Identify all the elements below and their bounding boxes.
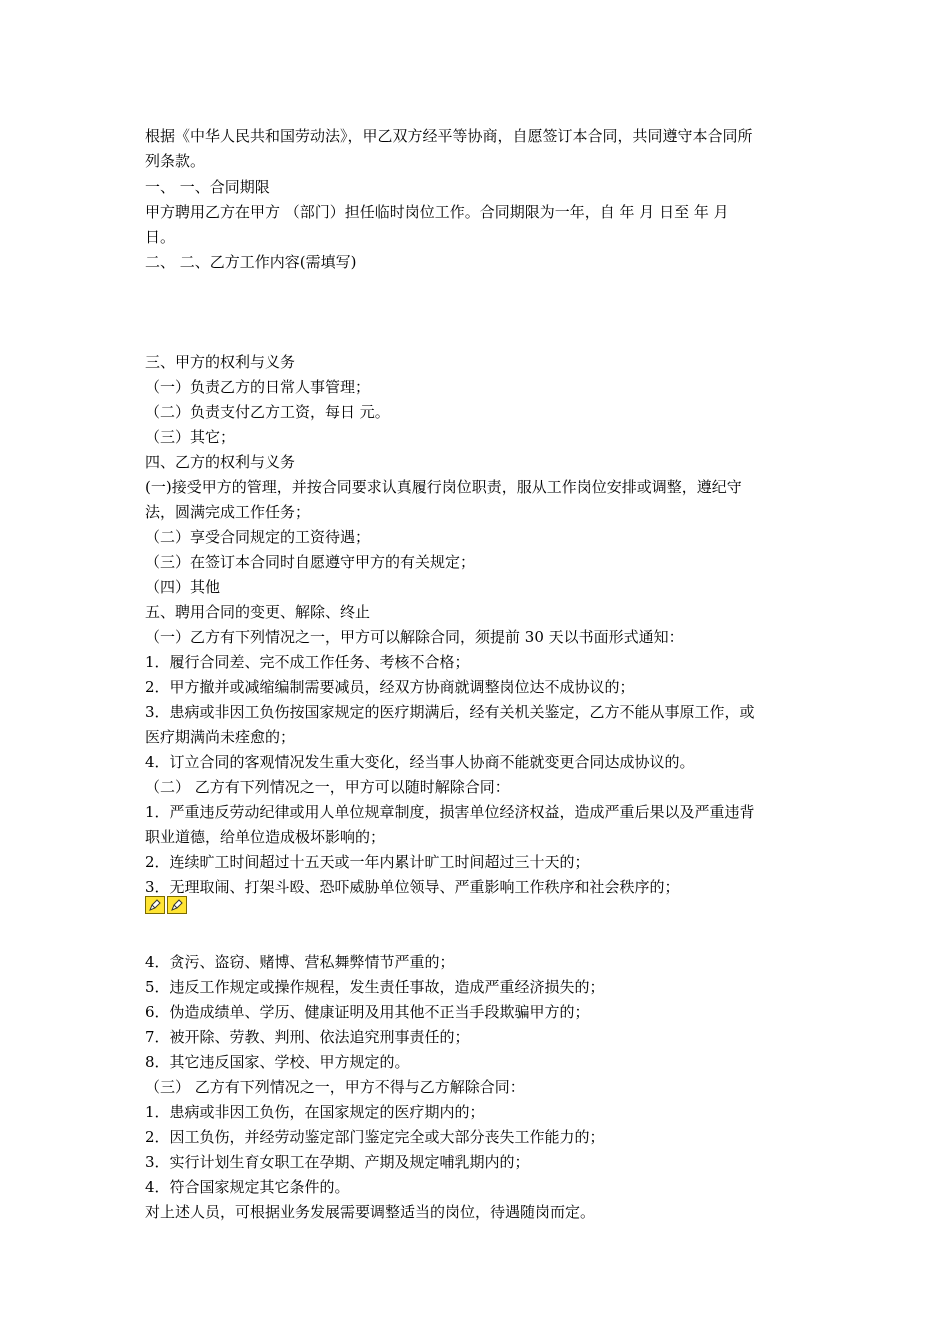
pen-icon[interactable] bbox=[167, 896, 187, 914]
text-line: 列条款。 bbox=[145, 152, 206, 170]
text-line: （一）乙方有下列情况之一，甲方可以解除合同，须提前 30 天以书面形式通知： bbox=[145, 628, 684, 646]
text-line: 3．无理取闹、打架斗殴、恐吓威胁单位领导、严重影响工作秩序和社会秩序的； bbox=[145, 878, 680, 896]
text-line: 8．其它违反国家、学校、甲方规定的。 bbox=[145, 1053, 410, 1071]
text-line: （一）负责乙方的日常人事管理； bbox=[145, 378, 371, 396]
text-line: 7．被开除、劳教、判刑、依法追究刑事责任的； bbox=[145, 1028, 470, 1046]
text-line: 3．患病或非因工负伤按国家规定的医疗期满后，经有关机关鉴定，乙方不能从事原工作，或 bbox=[145, 703, 755, 721]
section-heading: 一、 一、合同期限 bbox=[145, 178, 270, 196]
text-line: 法，圆满完成工作任务； bbox=[145, 503, 311, 521]
text-line: 4．订立合同的客观情况发生重大变化，经当事人协商不能就变更合同达成协议的。 bbox=[145, 753, 695, 771]
pen-icon[interactable] bbox=[145, 896, 165, 914]
text-line: 对上述人员，可根据业务发展需要调整适当的岗位，待遇随岗而定。 bbox=[145, 1203, 596, 1221]
text-line: （二）负责支付乙方工资，每日 元。 bbox=[145, 403, 390, 421]
text-line: 5．违反工作规定或操作规程，发生责任事故，造成严重经济损失的； bbox=[145, 978, 605, 996]
text-line: 1．严重违反劳动纪律或用人单位规章制度，损害单位经济权益，造成严重后果以及严重违背 bbox=[145, 803, 755, 821]
text-line: （三）在签订本合同时自愿遵守甲方的有关规定； bbox=[145, 553, 476, 571]
section-heading: 五、聘用合同的变更、解除、终止 bbox=[145, 603, 371, 621]
text-line: 1．患病或非因工负伤，在国家规定的医疗期内的； bbox=[145, 1103, 485, 1121]
text-line: 职业道德，给单位造成极坏影响的； bbox=[145, 828, 386, 846]
text-line: 6．伪造成绩单、学历、健康证明及用其他不正当手段欺骗甲方的； bbox=[145, 1003, 590, 1021]
text-line: 1．履行合同差、完不成工作任务、考核不合格； bbox=[145, 653, 470, 671]
text-line: 日。 bbox=[145, 228, 176, 246]
text-line: （三）其它； bbox=[145, 428, 236, 446]
text-line: 4．贪污、盗窃、赌博、营私舞弊情节严重的； bbox=[145, 953, 455, 971]
text-line: 2．甲方撤并或减缩编制需要减员，经双方协商就调整岗位达不成协议的； bbox=[145, 678, 635, 696]
embedded-objects bbox=[145, 896, 187, 914]
text-line: 4．符合国家规定其它条件的。 bbox=[145, 1178, 350, 1196]
text-line: 2．连续旷工时间超过十五天或一年内累计旷工时间超过三十天的； bbox=[145, 853, 590, 871]
text-line: 医疗期满尚未痊愈的； bbox=[145, 728, 296, 746]
section-heading: 四、乙方的权利与义务 bbox=[145, 453, 296, 471]
text-line: （四）其他 bbox=[145, 578, 221, 596]
text-line: 2．因工负伤，并经劳动鉴定部门鉴定完全或大部分丧失工作能力的； bbox=[145, 1128, 605, 1146]
text-line: 甲方聘用乙方在甲方 （部门）担任临时岗位工作。合同期限为一年，自 年 月 日至 年 月 bbox=[145, 203, 729, 221]
section-heading: 三、甲方的权利与义务 bbox=[145, 353, 296, 371]
section-heading: 二、 二、乙方工作内容(需填写) bbox=[145, 253, 357, 271]
text-line: 根据《中华人民共和国劳动法》，甲乙双方经平等协商，自愿签订本合同，共同遵守本合同所 bbox=[145, 127, 753, 145]
text-line: 3．实行计划生育女职工在孕期、产期及规定哺乳期内的； bbox=[145, 1153, 530, 1171]
text-line: （三） 乙方有下列情况之一，甲方不得与乙方解除合同： bbox=[145, 1078, 525, 1096]
text-line: （二） 乙方有下列情况之一，甲方可以随时解除合同： bbox=[145, 778, 510, 796]
text-line: （二）享受合同规定的工资待遇； bbox=[145, 528, 371, 546]
text-line: (一)接受甲方的管理，并按合同要求认真履行岗位职责，服从工作岗位安排或调整，遵纪守 bbox=[145, 478, 742, 496]
